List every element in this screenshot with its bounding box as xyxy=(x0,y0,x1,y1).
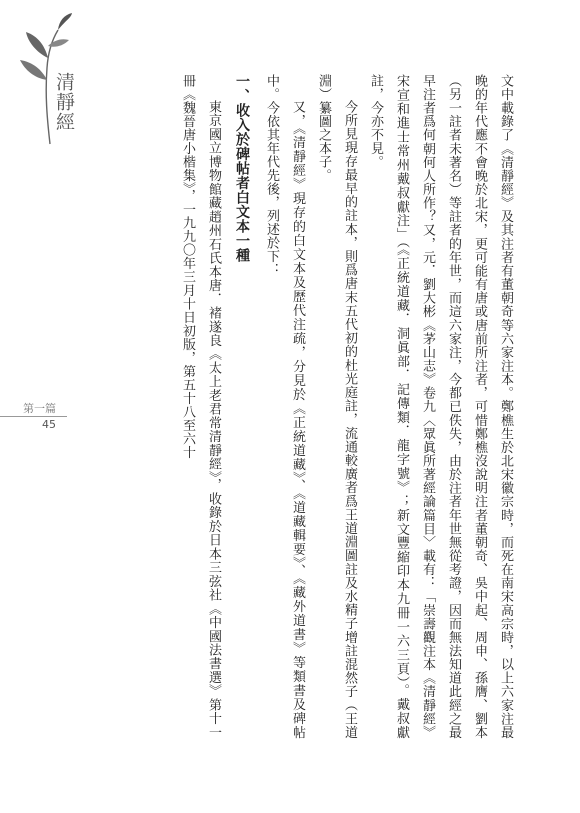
page-number: 45 xyxy=(42,418,56,431)
margin-rule xyxy=(0,416,67,417)
section-label: 第一篇 xyxy=(23,402,56,415)
section-heading: 一、收入於碑帖者白文本一種 xyxy=(234,74,250,263)
paragraph: 今所見現存最早的註本，則爲唐末五代初的杜光庭註，流通較廣者爲王道淵圖註及水精子增註混然子（王道淵）纂圖之本子。 xyxy=(316,74,357,739)
paragraph: 文中載錄了《清靜經》及其注者有董朝奇等六家注本。鄭樵生於北宋徽宗時，而死在南宋高宗時，以上六家注最晚的年代應不會晚於北宋，更可能有唐或唐前所注者，可惜鄭樵沒說明注者董朝奇、吳中起、周申、孫膺、劉本（另一註者未著名）等註者的年世，而這六家注，今都已佚失，由於注者年世無從考證，因而無法知道此經之最早注者爲何朝何人所作？又，元．劉大彬《茅山志》卷九〈眾眞所著經論篇目〉載有：「崇壽觀注本《清靜經》宋宣和進士常州戴叔獻注」（《正統道藏．洞眞部．記傳類．龍字號》；新文豐縮印本九冊一六三頁）。戴叔獻註，今亦不見。 xyxy=(368,74,513,739)
body-text xyxy=(174,74,518,739)
paragraph: 東京國立博物館藏趙州石氏本唐．褚遂良《太上老君常清靜經》，收錄於日本三弦社《中國法書選》第十一冊《魏晉唐小楷集》，一九九〇年三月十日初版，第五十八至六十 xyxy=(180,74,221,739)
paragraph: 又，《清靜經》現存的白文本及歷代注疏，分見於《正統道藏》、《道藏輯要》、《藏外道書》等類書及碑帖中。今依其年代先後，列述於下： xyxy=(264,74,305,739)
book-logo-text: 清靜經 xyxy=(53,72,75,132)
book-logo xyxy=(14,10,74,146)
